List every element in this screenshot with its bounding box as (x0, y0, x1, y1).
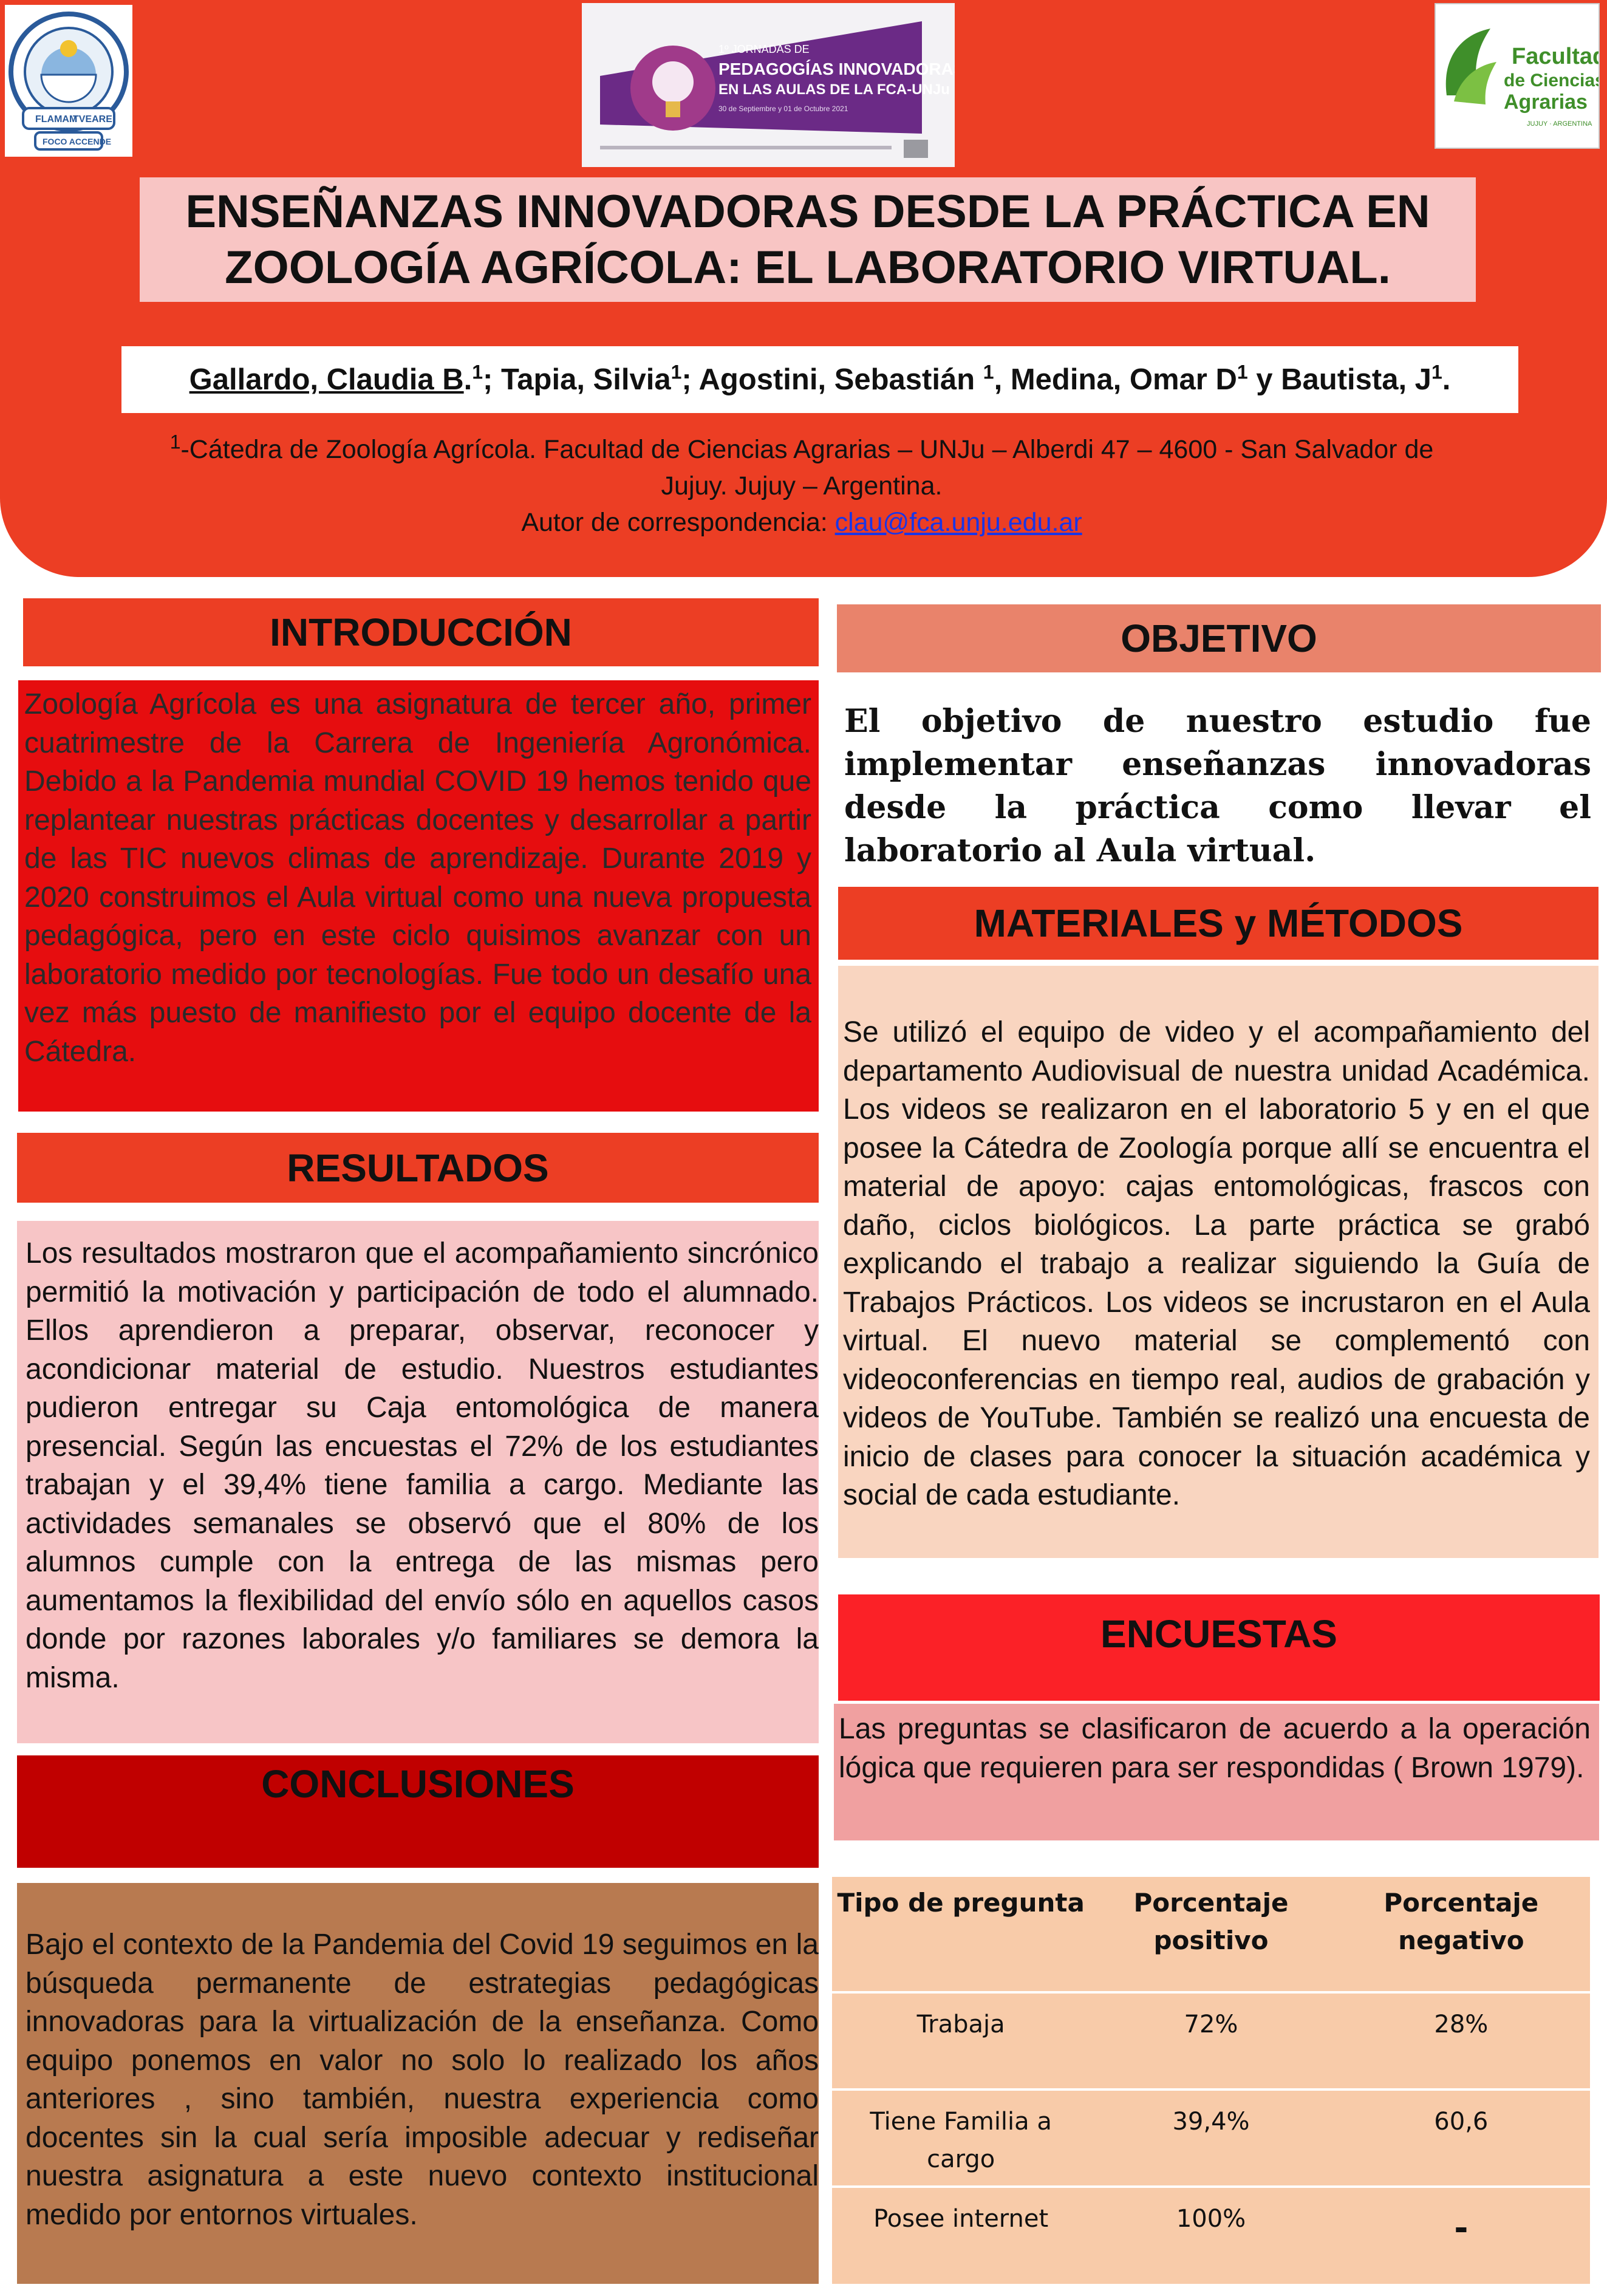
results-text: Los resultados mostraron que el acompañamiento sincrónico permitió la motivación y participación de todo el alumnado. Ellos aprendieron a preparar, observar, reconocer y acondicionar material de estudio. Nuestros estudiantes pudieron entregar su Caja entomológica de manera presencial. Según las encuestas el 72% de los estudiantes trabajan y el 39,4% tiene familia a cargo. Mediante las actividades semanales se observó que el 80% de los alumnos cumple con la entrega de las mismas pero aumentamos la flexibilidad del envío sólo en aquellos casos donde por razones laborales y/o familiares se demora la misma. (17, 1221, 819, 1743)
authors-box (121, 346, 1518, 413)
objective-text: El objetivo de nuestro estudio fue implementar enseñanzas innovadoras desde la práctica como llevar el laboratorio al Aula virtual. (844, 703, 1591, 869)
affiliation (103, 431, 1500, 541)
surveys-text: Las preguntas se clasificaron de acuerdo a la operación lógica que requieren para ser respondidas ( Brown 1979). (834, 1704, 1599, 1840)
table-row (832, 2089, 1590, 2187)
poster-title-box (140, 177, 1476, 302)
affiliation-line-1 (103, 431, 1500, 468)
fca-word-3: Agrarias (1504, 91, 1588, 114)
author-2: ; Tapia, Silvia (483, 363, 671, 396)
methods-text: Se utilizó el equipo de video y el acompañamiento del departamento Audiovisual de nuestra unidad Académica. Los videos se realizaron en el laboratorio 5 y en el que posee la Cátedra de Zoología porque allí se encuentra el material de apoyo: cajas entomológicas, frascos con daño, ciclos biológicos. La parte práctica se grabó explicando el trabajo a realizar siguiendo la Guía de Trabajos Prácticos. Los videos se incrustaron en el Aula virtual. El nuevo material se complementó con videoconferencias en tiempo real, audios de grabación y videos de YouTube. También se realizó una encuesta de inicio de clases para conocer la situación académica y social de cada estudiante. (838, 966, 1598, 1558)
title-line-2: ZOOLOGÍA AGRÍCOLA: EL LABORATORIO VIRTUAL. (225, 241, 1391, 293)
correspondence-label: Autor de correspondencia: (521, 508, 835, 537)
unju-motto: FOCO ACCENDE (43, 137, 112, 146)
fca-subtitle: JUJUY · ARGENTINA (1527, 120, 1592, 128)
authors-end: . (1442, 363, 1451, 396)
correspondence-email-link[interactable]: clau@fca.unju.edu.ar (834, 508, 1082, 537)
objective-heading: OBJETIVO (837, 604, 1601, 672)
table-cell-negative: 60,6 (1332, 2089, 1590, 2187)
table-cell-negative: - (1454, 2209, 1469, 2248)
jornadas-title-1: PEDAGOGÍAS INNOVADORAS (718, 60, 955, 78)
author-3-sup: 1 (983, 361, 994, 383)
correspondence-line (103, 504, 1500, 541)
unju-right-word: TVEARE (73, 114, 112, 125)
author-4-sup: 1 (1237, 361, 1248, 383)
author-5-sup: 1 (1431, 361, 1442, 383)
table-cell-question: Posee internet (873, 2205, 1049, 2233)
affiliation-text-1: -Cátedra de Zoología Agrícola. Facultad de Ciencias Agrarias – UNJu – Alberdi 47 – 4600 - San Salvador de (180, 435, 1434, 464)
table-header-row (832, 1877, 1590, 1992)
conclusions-text: Bajo el contexto de la Pandemia del Covid 19 seguimos en la búsqueda permanente de estrategias pedagógicas innovadoras para la virtualización de la enseñanza. Como equipo ponemos en valor no solo lo realizado los años anteriores , sino también, nuestra experiencia como docentes sin la cual sería imposible adecuar y rediseñar nuestra asignatura a este nuevo contexto institucional medido por entornos virtuales. (17, 1883, 819, 2284)
fca-logo (1435, 3, 1600, 149)
jornadas-edition: 1º JORNADAS DE (718, 43, 810, 55)
methods-heading: MATERIALES y MÉTODOS (838, 887, 1598, 960)
table-cell-positive: 72% (1090, 1992, 1332, 2089)
jornadas-title-2: EN LAS AULAS DE LA FCA-UNJu (718, 81, 950, 98)
table-row (832, 2187, 1590, 2284)
author-2-sup: 1 (670, 361, 682, 383)
header-positive: Porcentaje positivo (1090, 1877, 1332, 1992)
table-row (832, 1992, 1590, 2089)
survey-results-table (832, 1877, 1590, 2284)
header-question-type: Tipo de pregunta (832, 1877, 1090, 1992)
author-1-sup: 1 (472, 361, 483, 383)
jornadas-dates: 30 de Septiembre y 01 de Octubre 2021 (718, 104, 848, 113)
surveys-heading: ENCUESTAS (838, 1594, 1600, 1701)
conclusions-heading: CONCLUSIONES (17, 1755, 819, 1868)
fca-word-2: de Ciencias (1504, 70, 1598, 91)
introduction-text: Zoología Agrícola es una asignatura de tercer año, primer cuatrimestre de la Carrera de Ingeniería Agronómica. Debido a la Pandemia mundial COVID 19 hemos tenido que replantear nuestras prácticas docentes y desarrollar a partir de las TIC nuevos climas de aprendizaje. Durante 2019 y 2020 construimos el Aula virtual como una nueva propuesta pedagógica, pero en este ciclo quisimos avanzar con un laboratorio medido por tecnologías. Fue todo un desafío una vez más puesto de manifiesto por el equipo docente de la Cátedra. (18, 680, 819, 1112)
unju-seal-icon (5, 5, 132, 157)
introduction-heading: INTRODUCCIÓN (23, 598, 819, 666)
authors-line (189, 363, 1451, 397)
title-line-1: ENSEÑANZAS INNOVADORAS DESDE LA PRÁCTICA EN (185, 185, 1430, 237)
table-cell-question: Tiene Familia a cargo (832, 2089, 1090, 2187)
author-1-dot: . (463, 363, 473, 396)
table-cell-negative: 28% (1332, 1992, 1590, 2089)
results-heading: RESULTADOS (17, 1133, 819, 1203)
author-4: , Medina, Omar D (994, 363, 1237, 396)
table-cell-positive: 39,4% (1090, 2089, 1332, 2187)
table-cell-question: Trabaja (832, 1992, 1090, 2089)
author-5: y Bautista, J (1247, 363, 1431, 396)
jornadas-banner (582, 3, 955, 167)
affiliation-sup: 1 (169, 431, 181, 453)
fca-word-1: Facultad (1512, 44, 1598, 69)
unju-left-word: FLAMAM (35, 114, 78, 125)
table-cell-positive: 100% (1176, 2205, 1246, 2233)
poster-title (185, 184, 1430, 296)
header-negative: Porcentaje negativo (1332, 1877, 1590, 1992)
author-1: Gallardo, Claudia B (189, 363, 464, 396)
jornadas-banner-graphic (582, 3, 955, 167)
author-3: ; Agostini, Sebastián (681, 363, 983, 396)
unju-logo (5, 5, 132, 157)
affiliation-line-2: Jujuy. Jujuy – Argentina. (661, 471, 943, 501)
fca-leaf-icon (1436, 4, 1598, 148)
